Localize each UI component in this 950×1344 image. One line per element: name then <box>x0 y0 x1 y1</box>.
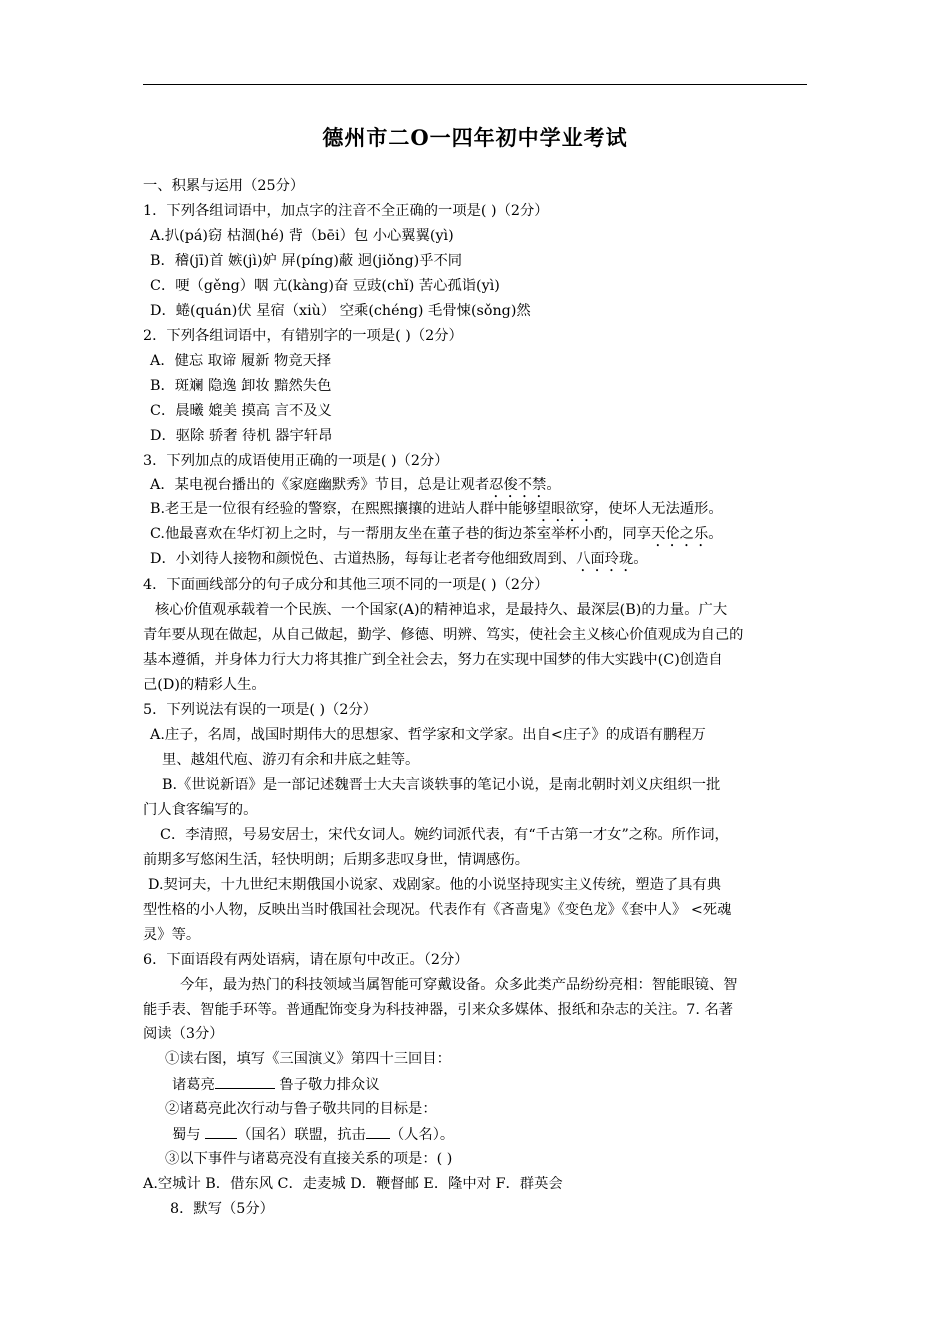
dotted-idiom: 八面玲珑 <box>576 551 634 567</box>
q5-option-a-line-1: A.庄子，名周，战国时期伟大的思想家、哲学家和文学家。出自<庄子》的成语有鹏程万 <box>150 727 706 743</box>
q2-option-d: D．驱除 骄奢 待机 器宇轩昂 <box>150 428 333 444</box>
answer-blank[interactable] <box>366 1124 390 1139</box>
dotted-idiom: 望眼欲穿 <box>536 501 594 517</box>
dotted-idiom: 天伦之乐 <box>651 526 709 542</box>
question-8: 8．默写（5分） <box>170 1201 274 1217</box>
q7-part-3: ③以下事件与诸葛亮没有直接关系的项是：( ) <box>165 1151 453 1167</box>
answer-blank[interactable] <box>215 1074 275 1089</box>
question-3: 3．下列加点的成语使用正确的一项是( )（2分） <box>143 453 449 469</box>
q3-option-a: A．某电视台播出的《家庭幽默秀》节目，总是让观者忍俊不禁。 <box>150 477 561 493</box>
q1-option-b: B．稽(jī)首 嫉(jì)妒 屏(píng)蔽 迥(jiǒng)乎不同 <box>150 253 463 269</box>
q4-passage-line-1: 核心价值观承载着一个民族、一个国家(A)的精神追求，是最持久、最深层(B)的力量。广大 <box>155 602 728 618</box>
question-7-heading: 阅读（3分） <box>143 1026 224 1042</box>
q6-passage-line-2: 能手表、智能手环等。普通配饰变身为科技神器，引来众多媒体、报纸和杂志的关注。7. 名著 <box>143 1002 734 1018</box>
q7-part-3-options: A.空城计 B．借东风 C．走麦城 D．鞭督邮 E．隆中对 F．群英会 <box>143 1176 563 1192</box>
section-1-heading: 一、积累与运用（25分） <box>143 178 305 194</box>
q2-option-b: B．斑斓 隐逸 卸妆 黯然失色 <box>150 378 332 394</box>
q7-part-2-answer: 蜀与 （国名）联盟，抗击 （人名）。 <box>172 1124 454 1145</box>
q7-part-1-answer: 诸葛亮 鲁子敬力排众议 <box>172 1074 380 1095</box>
q5-option-c-line-1: C．李清照，号易安居士，宋代女词人。婉约词派代表，有“千古第一才女”之称。所作词， <box>160 827 729 843</box>
q5-option-c-line-2: 前期多写悠闲生活，轻快明朗；后期多悲叹身世，情调感伤。 <box>143 852 530 868</box>
q5-option-a-line-2: 里、越俎代庖、游刃有余和井底之蛙等。 <box>162 752 420 768</box>
q5-option-d-line-3: 灵》等。 <box>143 927 201 943</box>
q5-option-b-line-2: 门人食客编写的。 <box>143 802 258 818</box>
q1-option-c: C．哽（gěng）咽 亢(kàng)奋 豆豉(chǐ) 苦心孤诣(yì) <box>150 278 500 294</box>
q7-part-2: ②诸葛亮此次行动与鲁子敬共同的目标是： <box>165 1101 437 1117</box>
question-4: 4．下面画线部分的句子成分和其他三项不同的一项是( )（2分） <box>143 577 549 593</box>
question-5: 5．下列说法有误的一项是( )（2分） <box>143 702 378 718</box>
q1-option-d: D．蜷(quán)伏 星宿（xiù） 空乘(chéng) 毛骨悚(sǒng)然 <box>150 303 531 319</box>
question-2: 2．下列各组词语中，有错别字的一项是( )（2分） <box>143 328 463 344</box>
question-6: 6．下面语段有两处语病，请在原句中改正。（2分） <box>143 952 469 968</box>
q2-option-c: C．晨曦 媲美 摸高 言不及义 <box>150 403 332 419</box>
q5-option-d-line-1: D.契诃夫，十九世纪末期俄国小说家、戏剧家。他的小说坚持现实主义传统，塑造了具有典 <box>148 877 722 893</box>
dotted-idiom: 忍俊不禁 <box>489 477 547 493</box>
q4-passage-line-3: 基本遵循，并身体力行大力将其推广到全社会去，努力在实现中国梦的伟大实践中(C)创造自 <box>143 652 723 668</box>
q3-option-c: C.他最喜欢在华灯初上之时，与一帮朋友坐在董子巷的街边茶室举杯小酌，同享天伦之乐。 <box>150 526 723 542</box>
q4-passage-line-4: 己(D)的精彩人生。 <box>143 677 266 693</box>
q6-passage-line-1: 今年，最为热门的科技领域当属智能可穿戴设备。众多此类产品纷纷亮相：智能眼镜、智 <box>180 977 738 993</box>
q2-option-a: A．健忘 取谛 履新 物竞天择 <box>150 353 332 369</box>
q4-passage-line-2: 青年要从现在做起，从自己做起，勤学、修德、明辨、笃实，使社会主义核心价值观成为自己的 <box>143 627 744 643</box>
top-rule <box>143 84 807 85</box>
q7-part-1: ①读右图，填写《三国演义》第四十三回目： <box>165 1051 451 1067</box>
q5-option-d-line-2: 型性格的小人物，反映出当时俄国社会现况。代表作有《吝啬鬼》《变色龙》《套中人》 <死魂 <box>143 902 732 918</box>
question-1: 1．下列各组词语中，加点字的注音不全正确的一项是( )（2分） <box>143 203 549 219</box>
q5-option-b-line-1: B.《世说新语》是一部记述魏晋士大夫言谈轶事的笔记小说，是南北朝时刘义庆组织一批 <box>162 777 721 793</box>
q3-option-d: D．小刘待人接物和颜悦色、古道热肠，每每让老者夸他细致周到、八面玲珑。 <box>150 551 648 567</box>
answer-blank[interactable] <box>205 1124 237 1139</box>
exam-title: 德州市二O一四年初中学业考试 <box>322 125 628 150</box>
q3-option-b: B.老王是一位很有经验的警察，在熙熙攘攘的进站人群中能够望眼欲穿，使坏人无法遁形。 <box>150 501 723 517</box>
q1-option-a: A.扒(pá)窃 枯涸(hé) 背（bēi）包 小心翼翼(yì) <box>150 228 454 244</box>
